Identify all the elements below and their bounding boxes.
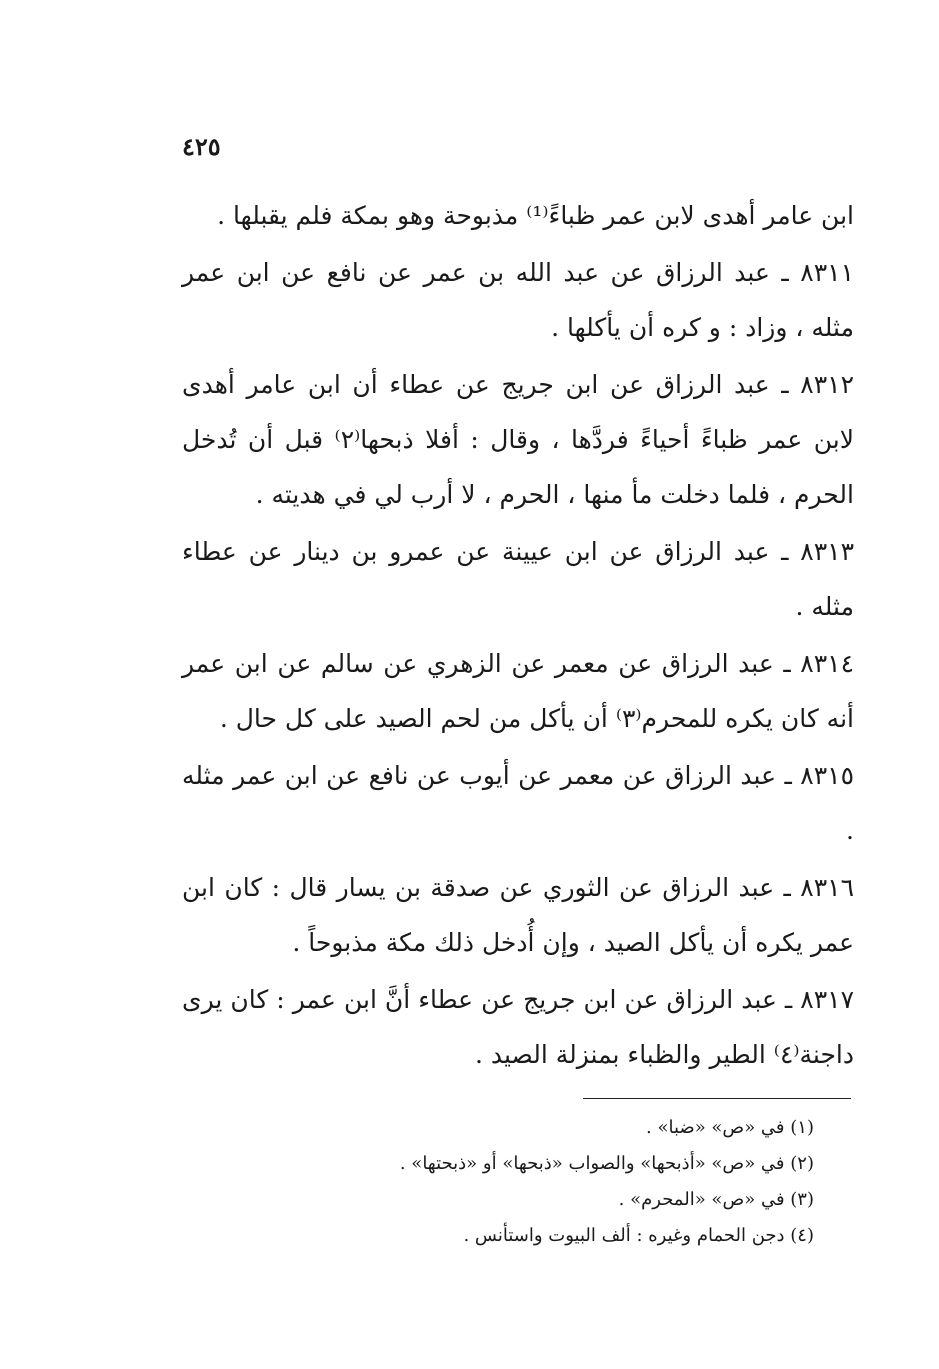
hadith-8313: ٨٣١٣ ـ عبد الرزاق عن ابن عيينة عن عمرو بن دينار عن عطاء مثله .	[182, 537, 854, 621]
paragraph-intro: ابن عامر أهدى لابن عمر ظباءً⁽¹⁾ مذبوحة وهو بمكة فلم يقبلها .	[217, 201, 854, 230]
body-text	[182, 188, 854, 1084]
footnote-2: (٢) في «ص» «أذبحها» والصواب «ذبحها» أو «ذبحتها» .	[399, 1153, 814, 1174]
footnote-1: (١) في «ص» «ضبا» .	[646, 1117, 814, 1138]
hadith-8314: ٨٣١٤ ـ عبد الرزاق عن معمر عن الزهري عن سالم عن ابن عمر أنه كان يكره للمحرم⁽٣⁾ أن يأكل من لحم الصيد على كل حال .	[182, 649, 854, 733]
hadith-8311: ٨٣١١ ـ عبد الرزاق عن عبد الله بن عمر عن نافع عن ابن عمر مثله ، وزاد : و كره أن يأكلها .	[182, 258, 854, 342]
hadith-8312: ٨٣١٢ ـ عبد الرزاق عن ابن جريج عن عطاء أن ابن عامر أهدى لابن عمر ظباءً أحياءً فردَّها ، وقال : أفلا ذبحها⁽٢⁾ قبل أن تُدخل الحرم ، فلما دخلت مأ منها ، الحرم ، لا أرب لي في هديته .	[182, 370, 854, 509]
hadith-8316: ٨٣١٦ ـ عبد الرزاق عن الثوري عن صدقة بن يسار قال : كان ابن عمر يكره أن يأكل الصيد ، وإن أُدخل ذلك مكة مذبوحاً .	[182, 873, 854, 957]
footnote-4: (٤) دجن الحمام وغيره : ألف البيوت واستأنس .	[463, 1225, 814, 1246]
footnotes	[182, 1110, 814, 1254]
footnote-divider	[583, 1098, 851, 1099]
footnote-3: (٣) في «ص» «المحرم» .	[618, 1189, 814, 1210]
page-number: ٤٢٥	[182, 132, 221, 161]
hadith-8317: ٨٣١٧ ـ عبد الرزاق عن ابن جريج عن عطاء أنَّ ابن عمر : كان يرى داجنة⁽٤⁾ الطير والظباء بمنزلة الصيد .	[182, 985, 854, 1069]
hadith-8315: ٨٣١٥ ـ عبد الرزاق عن معمر عن أيوب عن نافع عن ابن عمر مثله .	[182, 761, 854, 845]
